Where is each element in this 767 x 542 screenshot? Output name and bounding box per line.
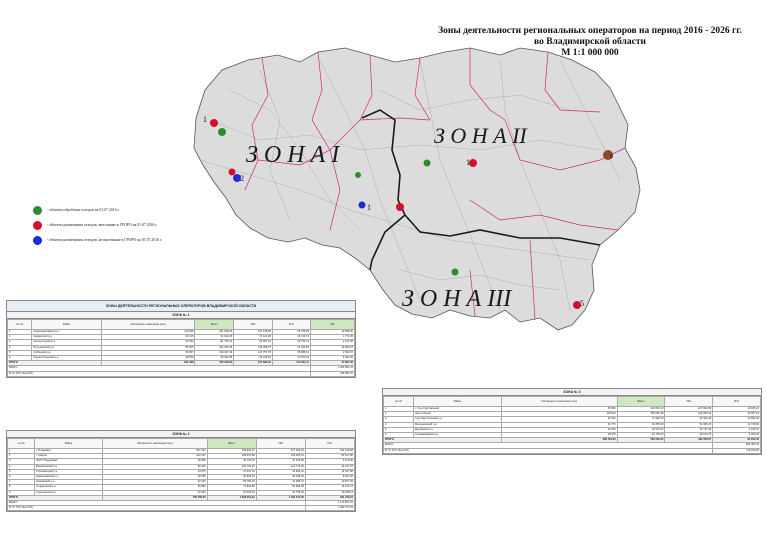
table-cell: 6 <box>8 355 32 360</box>
col-header: Всего <box>617 397 665 407</box>
col-header: Всего <box>195 320 234 330</box>
table-cell: 36 736,00 <box>207 459 256 464</box>
legend-text: - объекты размещения отходов, внесенные в ГРОРО на 01.07.2016 г. <box>47 223 158 227</box>
table-cell: 753 940,07 <box>207 449 256 454</box>
zone-label-1: З О Н А I <box>246 142 340 168</box>
table-cell: 91 644,45 <box>195 335 234 340</box>
table-cell: Александровский р-н <box>32 330 101 335</box>
table-cell: 51 906,15 <box>665 422 713 427</box>
table-cell: Округ Муром <box>414 412 502 417</box>
col-header: № п/п <box>384 397 414 407</box>
table-cell: 5 <box>8 469 35 474</box>
zone3-table <box>382 388 762 455</box>
title-line-2: во Владимирской области <box>534 37 646 47</box>
table-cell: 32 904,21 <box>256 469 305 474</box>
col-header: ТКО <box>256 439 305 449</box>
table-cell: 18 375 <box>501 432 617 437</box>
table-cell: 8 <box>8 485 35 490</box>
table-cell: Киржачский р-н <box>32 335 101 340</box>
table-total-row: ИТОГО 756 000,00 1 636 901,91 1 190 217,60 361 215,12 <box>9 495 353 499</box>
table-cell: 3 147,08 <box>310 340 354 345</box>
table-cell: 111 756,40 <box>195 340 234 345</box>
col-header: Численность населения (чел) <box>101 320 195 330</box>
table-cell: 47 012,19 <box>207 469 256 474</box>
table-cell: 9 <box>8 490 35 495</box>
table-cell: 231 918,03 <box>195 330 234 335</box>
table-cell: 10 877,83 <box>305 480 354 485</box>
red-dot-icon <box>33 221 42 230</box>
zone2-table <box>6 430 356 512</box>
col-header: Численность населения (чел) <box>501 397 617 407</box>
green-star-icon <box>355 172 361 178</box>
table-cell: 48 398,34 <box>256 474 305 479</box>
green-star-icon <box>452 269 459 276</box>
table-total-row: ИТОГО 362 488 762 246,00 447 839,40 114 004,11 47 897,40 <box>9 361 353 365</box>
table-cell: 63 655,09 <box>617 422 665 427</box>
table-cell: 63 198,81 <box>234 355 273 360</box>
table-cell: 120 337,46 <box>195 350 234 355</box>
table-cell: 1 772,45 <box>310 335 354 340</box>
table-sum-row: ВСЕГО 2 172 864,41 <box>9 500 353 504</box>
table-cell: 89 102,85 <box>195 355 234 360</box>
table-cell: 38 839 <box>101 355 195 360</box>
table-cell: Суздальский р-н <box>35 485 103 490</box>
table-sum-row: В Т.Ч ТКО (без КГО) 936 953,72 <box>9 371 353 375</box>
title-line-3: М 1:1 000 000 <box>561 48 619 58</box>
table-cell: г. Ковров <box>35 454 103 459</box>
table-cell: 85 929 <box>101 345 195 350</box>
table-cell: 10 598,00 <box>310 330 354 335</box>
col-header: № п/п <box>8 439 35 449</box>
table-cell: 74 428,70 <box>617 417 665 422</box>
table-cell: 41 513 <box>501 417 617 422</box>
table-cell: Собинский р-н <box>32 350 101 355</box>
table-cell: 7 <box>8 480 35 485</box>
table-cell: 1 <box>384 407 414 412</box>
table-cell: 23 752,14 <box>272 340 310 345</box>
table-sum-row: ВСЕГО 1 369 981,34 <box>9 366 353 370</box>
legend-text: - объекты размещения отходов, не внесенные в ГРОРО на 01.07.2016 г. <box>47 238 163 242</box>
marker-label: 6 <box>610 154 613 160</box>
table-cell: 18 368 <box>102 459 207 464</box>
table-cell: 84 857,18 <box>234 340 273 345</box>
table-cell: 104 757,78 <box>234 350 273 355</box>
table-cell: 55 786,30 <box>207 480 256 485</box>
blue-dot-icon <box>33 236 42 245</box>
marker-label: 1 <box>466 158 470 167</box>
col-header: Всего <box>207 439 256 449</box>
table-cell: 3 <box>384 417 414 422</box>
table-total-row: ИТОГО 289 764,00 583 259,32 492 056,87 91 202,45 <box>385 438 759 442</box>
table-cell: 38 986,61 <box>272 350 310 355</box>
table-cell: 126 846,10 <box>617 407 665 412</box>
table-cell: ЗАТО "Радужный" <box>35 459 103 464</box>
col-header: КГО <box>305 439 354 449</box>
table-cell: 46 136 <box>101 335 195 340</box>
table-cell: 30 966 <box>102 474 207 479</box>
map-title <box>430 26 750 59</box>
table-cell: 40 000 <box>102 490 207 495</box>
table-cell: 140 137 <box>102 454 207 459</box>
table-cell: 4 434,67 <box>713 427 761 432</box>
table-cell: 31 225,60 <box>256 459 305 464</box>
table-cell: Юрьев-Польский р-н <box>32 355 101 360</box>
table-cell: 298 901,98 <box>207 454 256 459</box>
table-cell: 161 292,35 <box>195 345 234 350</box>
zone2-title: ЗОНА № 2 <box>7 431 355 438</box>
table-cell: 14 107,98 <box>305 469 354 474</box>
table-cell: 5 092,00 <box>310 355 354 360</box>
table-cell: г. Владимир <box>35 449 103 454</box>
title-line-1: Зоны деятельности региональных операторов на период 2016 - 2026 гг. <box>438 26 742 36</box>
table-cell: Судогодский р-н <box>35 490 103 495</box>
col-header: Район <box>414 397 502 407</box>
col-header: Тбо <box>310 320 354 330</box>
table-cell: 39 860 <box>102 485 207 490</box>
marker-label: 5 <box>580 299 584 308</box>
table-cell: 5 510,40 <box>305 459 354 464</box>
table-cell: Муромский р-н <box>414 427 502 432</box>
table-cell: 41 017,07 <box>305 464 354 469</box>
table-cell: 6 <box>384 432 414 437</box>
col-header: ТКО <box>665 397 713 407</box>
table-cell: 28 674,75 <box>665 432 713 437</box>
table-cell: 571 923,49 <box>256 449 305 454</box>
zone3-title: ЗОНА № 3 <box>383 389 761 396</box>
table-cell: 215 083,34 <box>665 412 713 417</box>
table-sum-row: ВСЕГО 823 403,78 <box>385 443 759 447</box>
green-star-icon <box>218 128 226 136</box>
table-cell: 4 <box>8 345 32 350</box>
table-cell: 357 424 <box>102 449 207 454</box>
table-cell: 39 967,14 <box>713 412 761 417</box>
table-cell: 16 949 <box>501 427 617 432</box>
table-cell: 20 940,15 <box>310 345 354 350</box>
table-sum-row: В Т.Ч ТКО (без КГО) 713 879,55 <box>385 448 759 452</box>
table-cell: 32 203 <box>102 480 207 485</box>
table-cell: Гусь-Хрустальный р-н <box>414 417 502 422</box>
table-cell: 11 748,94 <box>713 422 761 427</box>
table-header: ЗОНЫ ДЕЯТЕЛЬНОСТИ РЕГИОНАЛЬНЫХ ОПЕРАТОРОВ ВЛАДИМИРСКОЙ ОБЛАСТИ <box>7 301 355 312</box>
table-cell: Камешковский р-н <box>35 474 103 479</box>
zone1-title: ЗОНА № 1 <box>7 312 355 319</box>
col-header: ТКО <box>234 320 273 330</box>
zone1-table <box>6 300 356 378</box>
table-cell: 1 <box>8 449 35 454</box>
table-cell: 255 050,48 <box>617 412 665 417</box>
table-cell: 110 938 <box>101 330 195 335</box>
table-cell: 2 <box>8 335 32 340</box>
table-cell: 121 776,39 <box>256 464 305 469</box>
red-dot-icon <box>210 119 218 127</box>
table-cell: 6 <box>8 474 35 479</box>
table-cell: Ковровский р-н <box>35 480 103 485</box>
table-cell: 1 <box>8 330 32 335</box>
col-header: Район <box>35 439 103 449</box>
table-cell: 34 770 <box>501 422 617 427</box>
table-cell: 24 075 <box>102 469 207 474</box>
table-cell: 5 <box>8 350 32 355</box>
table-cell: 3 <box>8 340 32 345</box>
table-cell: 3 <box>8 459 35 464</box>
table-cell: 19 025,21 <box>713 407 761 412</box>
table-cell: 71 802,80 <box>207 485 256 490</box>
table-cell: 8 547,06 <box>305 474 354 479</box>
table-cell: 2 <box>384 412 414 417</box>
table-cell: 86 025 <box>102 464 207 469</box>
table-cell: Петушинский р-н <box>32 345 101 350</box>
red-dot-icon <box>229 169 236 176</box>
col-header: КГО <box>713 397 761 407</box>
table-cell: 4 <box>384 422 414 427</box>
table-cell: Гороховецкий р-н <box>35 469 103 474</box>
col-header: КГО <box>272 320 310 330</box>
table-cell: 54 994 <box>101 340 195 345</box>
table-cell: 5 060,25 <box>713 432 761 437</box>
table-cell: 162 793,46 <box>207 464 256 469</box>
table-cell: г. Гусь-Хрустальный <box>414 407 502 412</box>
table-cell: 80 517,86 <box>305 454 354 459</box>
table-cell: 23 258,14 <box>305 490 354 495</box>
table-cell: 33 735,00 <box>617 432 665 437</box>
table-cell: 18 749,72 <box>272 335 310 340</box>
col-header: Численность населения (чел) <box>102 439 207 449</box>
zone-label-3: З О Н А III <box>402 286 512 312</box>
table-cell: 29 572,00 <box>617 427 665 432</box>
table-cell: 63 758,29 <box>256 490 305 495</box>
legend-text: - объекты обработки отходов на 01.07.2016 г. <box>47 208 120 212</box>
table-cell: Вязниковский р-н <box>35 464 103 469</box>
table-cell: 119 098,37 <box>234 345 273 350</box>
red-dot-icon <box>469 159 477 167</box>
table-sum-row: В Т.Ч ТКО (без КГО) 1 962 373,03 <box>9 506 353 510</box>
table-cell: 118 824 <box>501 412 617 417</box>
table-cell: 157 138,80 <box>234 330 273 335</box>
table-cell: 20 812,04 <box>272 355 310 360</box>
green-star-icon <box>424 160 431 167</box>
table-cell: 14 912,72 <box>305 485 354 490</box>
table-cell: 59 693 <box>501 407 617 412</box>
table-cell: 21 193,83 <box>272 345 310 350</box>
marker-label: 2 <box>240 174 244 183</box>
table-cell: 5 <box>384 427 414 432</box>
table-cell: 63 434,40 <box>665 417 713 422</box>
table-cell: Селивановский р-н <box>414 432 502 437</box>
table-cell: 64 789,25 <box>272 330 310 335</box>
col-header: Район <box>32 320 101 330</box>
table-cell: 56 890,08 <box>256 485 305 490</box>
table-cell: Кольчугинский р-н <box>32 340 101 345</box>
table-cell: 25 137,33 <box>665 427 713 432</box>
table-cell: 4 <box>8 464 35 469</box>
table-cell: 10 994,30 <box>713 417 761 422</box>
table-cell: 56 057 <box>101 350 195 355</box>
blue-dot-icon <box>359 202 366 209</box>
marker-label: 1 <box>203 115 207 124</box>
table-cell: Меленковский р-н <box>414 422 502 427</box>
green-star-icon <box>33 206 42 215</box>
table-cell: 71 122,28 <box>234 335 273 340</box>
table-cell: 107 820,89 <box>665 407 713 412</box>
zone-label-2: З О Н А II <box>434 123 527 148</box>
table-cell: 2 <box>8 454 35 459</box>
col-header: № п/п <box>8 320 32 330</box>
table-cell: 44 908,47 <box>256 480 305 485</box>
marker-label: 1 <box>367 203 371 212</box>
table-cell: 87 016,43 <box>207 490 256 495</box>
red-dot-icon <box>396 203 404 211</box>
table-cell: 56 945,40 <box>207 474 256 479</box>
table-cell: 182 016,58 <box>305 449 354 454</box>
table-cell: 218 384,12 <box>256 454 305 459</box>
table-cell: 2 593,07 <box>310 350 354 355</box>
